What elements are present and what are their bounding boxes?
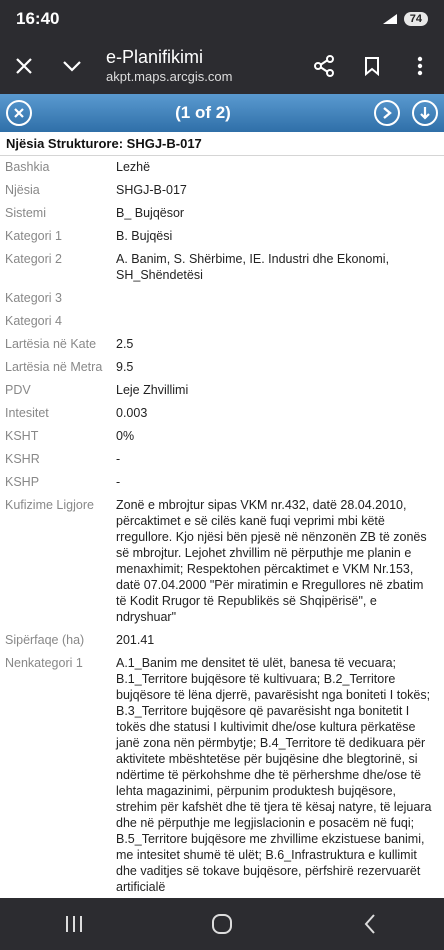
status-icons <box>382 12 428 26</box>
attribute-row <box>0 310 444 333</box>
battery-indicator: 74 <box>404 12 428 26</box>
attribute-key: KSHR <box>5 452 40 466</box>
app-url: akpt.maps.arcgis.com <box>106 69 233 84</box>
next-feature-button[interactable] <box>374 100 400 126</box>
more-vertical-icon <box>417 56 423 76</box>
attributes-table <box>0 156 444 898</box>
signal-icon <box>382 13 398 25</box>
attribute-key: Bashkia <box>5 160 50 174</box>
attribute-value: SHGJ-B-017 <box>116 183 187 197</box>
attribute-key: Intesitet <box>5 406 49 420</box>
attribute-key: Lartësia në Metra <box>5 360 103 374</box>
attribute-value <box>111 310 444 333</box>
attribute-row <box>0 494 444 629</box>
attribute-key: PDV <box>5 383 31 397</box>
collapse-button[interactable] <box>48 38 96 94</box>
dock-popup-button[interactable] <box>412 100 438 126</box>
popup-content[interactable] <box>0 132 444 898</box>
share-icon <box>313 55 335 77</box>
attribute-value: 9.5 <box>116 360 134 374</box>
attribute-key: Sistemi <box>5 206 46 220</box>
attribute-value: Zonë e mbrojtur sipas VKM nr.432, datë 28.04.2010, përcaktimet e së cilës kanë fuqi veprimi mbi këtë rregullore. Kjo njësi bën pjesë në nënzonën ZB të zonës së mbrojtur. Lejohet zhvillim në përputhje me planin e menaxhimit; Respektohen përcaktimet e VKM Nr.153, datë 07.04.2000 "Për miratimin e Rregullores në zbatim të Kodit Rrugor të Republikës së Shqipërisë", e ndryshuar" <box>116 498 427 624</box>
attribute-key: Nenkategori 1 <box>5 656 83 670</box>
popup-header <box>0 94 444 132</box>
home-icon <box>211 913 233 935</box>
chevron-right-icon <box>381 106 393 120</box>
attribute-value <box>111 287 444 310</box>
home-button[interactable] <box>192 898 252 950</box>
recent-apps-icon <box>64 915 84 933</box>
attribute-row <box>0 448 444 471</box>
system-nav-bar <box>0 898 444 950</box>
attribute-key: Lartësia në Kate <box>5 337 97 351</box>
attribute-key: KSHT <box>5 429 39 443</box>
attribute-key: Kategori 4 <box>5 314 62 328</box>
attribute-value: B_ Bujqësor <box>116 206 185 220</box>
recent-apps-button[interactable] <box>44 898 104 950</box>
attribute-value: 201.41 <box>116 633 155 647</box>
attribute-value: A. Banim, S. Shërbime, IE. Industri dhe Ekonomi, SH_Shëndetësi <box>116 252 390 282</box>
share-button[interactable] <box>300 38 348 94</box>
attribute-row <box>0 225 444 248</box>
arrow-down-icon <box>419 106 431 120</box>
attribute-key: Njësia <box>5 183 40 197</box>
attribute-row <box>0 356 444 379</box>
attribute-value: Lezhë <box>116 160 151 174</box>
status-time: 16:40 <box>16 9 60 28</box>
popup-heading: Njësia Strukturore: SHGJ-B-017 <box>0 132 444 156</box>
attribute-key: Kategori 2 <box>5 252 62 266</box>
attribute-row <box>0 629 444 652</box>
attribute-row <box>0 471 444 494</box>
attribute-value: 0% <box>116 429 135 443</box>
app-title: e-Planifikimi <box>106 47 204 67</box>
back-button[interactable] <box>340 898 400 950</box>
popup-counter: (1 of 2) <box>175 103 231 122</box>
attribute-row <box>0 333 444 356</box>
attribute-value: - <box>116 452 121 466</box>
close-icon <box>15 57 33 75</box>
popup-close-button[interactable] <box>6 100 32 126</box>
back-icon <box>363 913 377 935</box>
attribute-row <box>0 425 444 448</box>
app-title-block <box>96 46 300 86</box>
chevron-down-icon <box>62 59 82 73</box>
attribute-row <box>0 402 444 425</box>
attribute-row <box>0 179 444 202</box>
attribute-value: A.1_Banim me densitet të ulët, banesa të vecuara; B.1_Territore bujqësore të kultivuara; B.2_Territore bujqësore të lëna djerrë, pavarësisht nga boniteti I tokës; B.3_Territore bujqësore që pavarësisht nga bonitetit I tokës dhe statusi I kultivimit dhe/ose kultura përkatëse janë zona nën përmbytje; B.4_Territore të dedikuara për aktivitete mbështetëse për bujqësine dhe blegtorinë, si ndërtime të përkohshme dhe të përhershme dhe/ose të lehta magazinimi, përpunim produktesh bujqësore, strehim për kafshët dhe të tjera të kësaj natyre, të lejuara dhe në përputhje me legjislacionin e posacëm në fuqi; B.5_Territore bujqësore me zhvillime ekzistuese banimi, me intesitet shumë të ulët; B.6_Infrastruktura e kullimit dhe vaditjes së tokave bujqësore, përfshirë rezervuarët artificialë <box>116 656 432 894</box>
attribute-key: Kategori 3 <box>5 291 62 305</box>
attribute-value: Leje Zhvillimi <box>116 383 189 397</box>
close-icon <box>13 107 25 119</box>
bookmark-button[interactable] <box>348 38 396 94</box>
attribute-key: Kufizime Ligjore <box>5 498 94 512</box>
more-options-button[interactable] <box>396 38 444 94</box>
attribute-row <box>0 156 444 179</box>
attribute-value: 2.5 <box>116 337 134 351</box>
attribute-key: KSHP <box>5 475 40 489</box>
attribute-row <box>0 248 444 287</box>
status-bar <box>0 0 444 38</box>
bookmark-icon <box>364 56 380 76</box>
attribute-row <box>0 379 444 402</box>
attribute-row <box>0 202 444 225</box>
attribute-value: B. Bujqësi <box>116 229 173 243</box>
attribute-row <box>0 652 444 898</box>
attribute-key: Sipërfaqe (ha) <box>5 633 85 647</box>
close-button[interactable] <box>0 38 48 94</box>
attribute-value: 0.003 <box>116 406 148 420</box>
attribute-row <box>0 287 444 310</box>
attribute-value: - <box>116 475 121 489</box>
attribute-key: Kategori 1 <box>5 229 62 243</box>
app-bar <box>0 38 444 94</box>
